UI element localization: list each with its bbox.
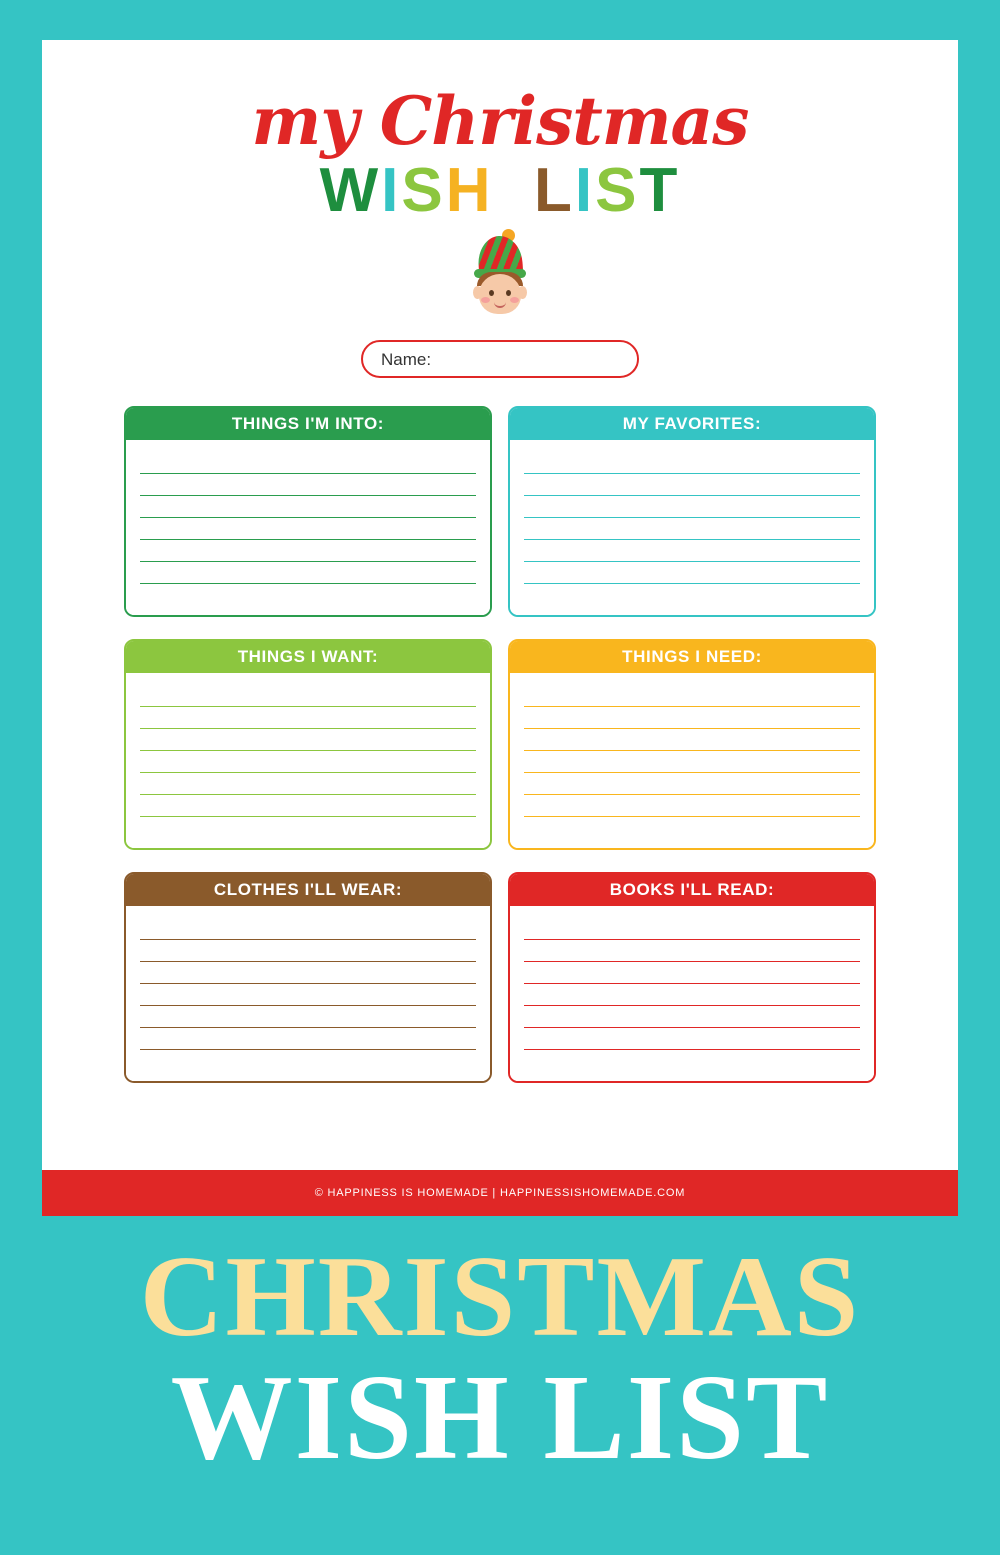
write-line[interactable] — [524, 562, 860, 584]
elf-face — [479, 274, 521, 314]
elf-eye-left — [489, 290, 494, 296]
write-line[interactable] — [140, 1028, 476, 1050]
write-line[interactable] — [140, 751, 476, 773]
elf-cheek-left — [481, 297, 490, 303]
write-line[interactable] — [524, 584, 860, 605]
list-card-title: BOOKS I'LL READ: — [510, 874, 874, 906]
list-card-5 — [508, 872, 876, 1083]
write-line[interactable] — [140, 918, 476, 940]
name-row — [42, 340, 958, 378]
list-card-lines[interactable] — [126, 906, 490, 1081]
write-line[interactable] — [524, 685, 860, 707]
elf-ear-left — [473, 286, 482, 299]
write-line[interactable] — [140, 962, 476, 984]
list-card-title: CLOTHES I'LL WEAR: — [126, 874, 490, 906]
write-line[interactable] — [140, 1006, 476, 1028]
title-word-christmas: Christmas — [379, 82, 749, 160]
name-input[interactable]: Name: — [361, 340, 639, 378]
elf-eye-right — [506, 290, 511, 296]
list-card-title: THINGS I WANT: — [126, 641, 490, 673]
write-line[interactable] — [524, 773, 860, 795]
list-card-2 — [124, 639, 492, 850]
write-line[interactable] — [524, 1050, 860, 1071]
list-card-4 — [124, 872, 492, 1083]
write-line[interactable] — [524, 962, 860, 984]
title-script-line — [42, 82, 958, 160]
write-line[interactable] — [524, 496, 860, 518]
title-letter-3: H — [445, 156, 494, 225]
title-letter-4 — [494, 160, 534, 222]
elf-ear-right — [518, 286, 527, 299]
title-wish-list — [42, 156, 958, 225]
list-card-title: MY FAVORITES: — [510, 408, 874, 440]
list-card-1 — [508, 406, 876, 617]
write-line[interactable] — [524, 452, 860, 474]
write-line[interactable] — [524, 729, 860, 751]
bottom-banner — [0, 1216, 1000, 1555]
write-line[interactable] — [524, 707, 860, 729]
write-line[interactable] — [524, 540, 860, 562]
write-line[interactable] — [140, 773, 476, 795]
write-line[interactable] — [524, 918, 860, 940]
write-line[interactable] — [140, 707, 476, 729]
write-line[interactable] — [140, 685, 476, 707]
footer-bar — [42, 1170, 958, 1216]
write-line[interactable] — [524, 1006, 860, 1028]
page-title — [42, 40, 958, 225]
write-line[interactable] — [140, 1050, 476, 1071]
title-word-my: my — [251, 82, 358, 160]
write-line[interactable] — [524, 984, 860, 1006]
footer-credit: © HAPPINESS IS HOMEMADE | HAPPINESSISHOMEMADE.COM — [314, 1187, 686, 1199]
list-card-title: THINGS I NEED: — [510, 641, 874, 673]
write-line[interactable] — [140, 984, 476, 1006]
write-line[interactable] — [140, 729, 476, 751]
write-line[interactable] — [524, 518, 860, 540]
write-line[interactable] — [140, 540, 476, 562]
banner-line-christmas: CHRISTMAS — [139, 1233, 861, 1361]
card-grid — [124, 406, 876, 1083]
write-line[interactable] — [140, 940, 476, 962]
write-line[interactable] — [524, 795, 860, 817]
write-line[interactable] — [524, 940, 860, 962]
write-line[interactable] — [140, 496, 476, 518]
write-line[interactable] — [140, 584, 476, 605]
write-line[interactable] — [524, 474, 860, 496]
title-letter-7: S — [595, 156, 640, 225]
write-line[interactable] — [524, 1028, 860, 1050]
elf-icon — [465, 236, 535, 324]
write-line[interactable] — [140, 795, 476, 817]
elf-illustration-wrapper — [42, 236, 958, 324]
write-line[interactable] — [140, 562, 476, 584]
list-card-title: THINGS I'M INTO: — [126, 408, 490, 440]
printable-sheet — [42, 40, 958, 1216]
write-line[interactable] — [140, 452, 476, 474]
list-card-lines[interactable] — [126, 673, 490, 848]
list-card-3 — [508, 639, 876, 850]
write-line[interactable] — [140, 817, 476, 838]
title-letter-6: I — [574, 156, 596, 225]
list-card-lines[interactable] — [510, 440, 874, 615]
list-card-0 — [124, 406, 492, 617]
elf-cheek-right — [510, 297, 519, 303]
write-line[interactable] — [524, 751, 860, 773]
list-card-lines[interactable] — [510, 906, 874, 1081]
title-letter-5: L — [534, 156, 575, 225]
write-line[interactable] — [140, 474, 476, 496]
title-letter-8: T — [639, 156, 681, 225]
title-letter-0: W — [319, 156, 382, 225]
list-card-lines[interactable] — [126, 440, 490, 615]
title-letter-1: I — [381, 156, 402, 225]
write-line[interactable] — [524, 817, 860, 838]
list-card-lines[interactable] — [510, 673, 874, 848]
write-line[interactable] — [140, 518, 476, 540]
title-letter-2: S — [401, 156, 446, 225]
banner-line-wish-list: WISH LIST — [170, 1350, 830, 1485]
